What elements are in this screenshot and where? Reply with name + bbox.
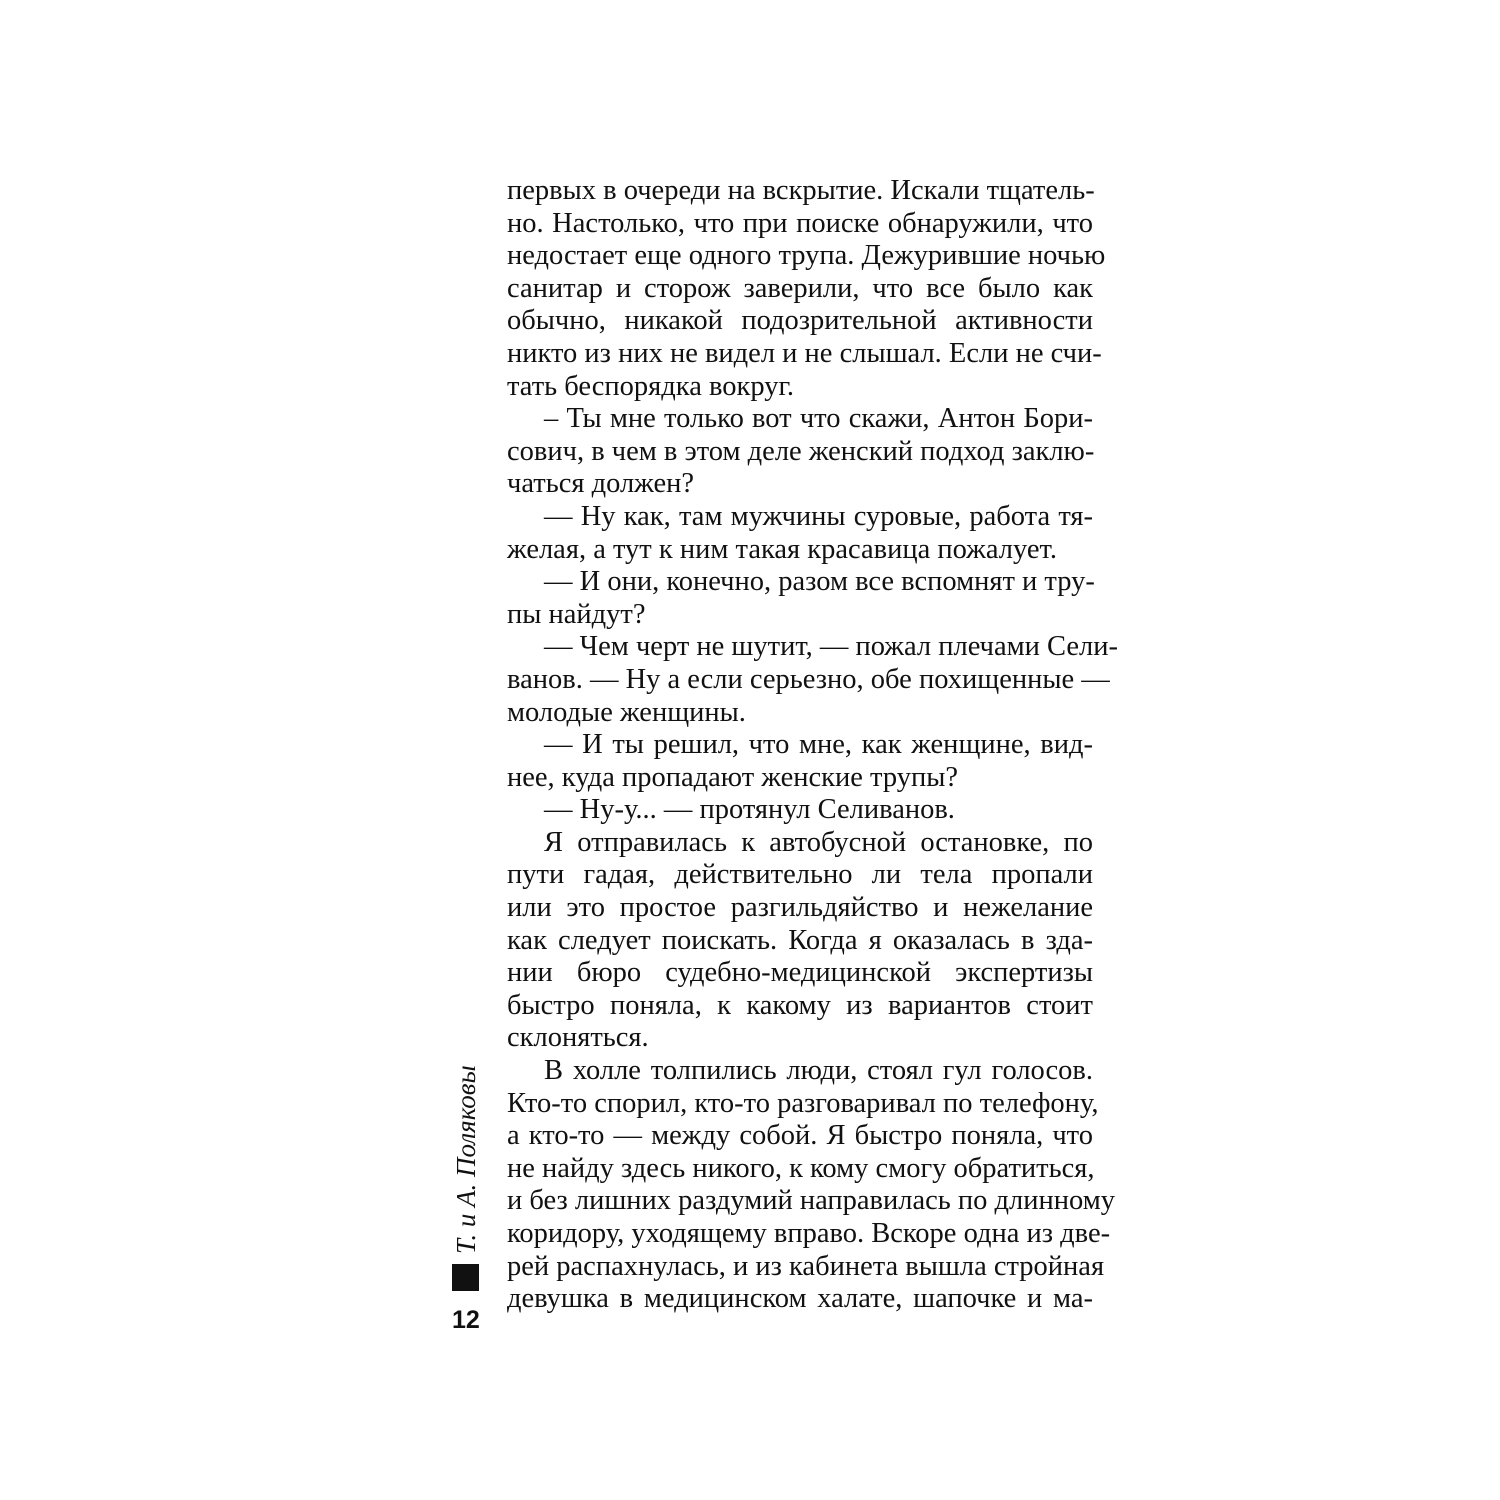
- text-line: – Ты мне только вот что скажи, Антон Бори-: [544, 403, 1093, 435]
- text-line: Кто-то спорил, кто-то разговаривал по телефону,: [507, 1087, 1099, 1119]
- page-number: 12: [452, 1306, 480, 1334]
- text-line: желая, а тут к ним такая красавица пожалует.: [507, 533, 1057, 565]
- text-line: обычно, никакой подозрительной активности: [507, 305, 1093, 337]
- text-line: молодые женщины.: [507, 696, 746, 728]
- text-line: рей распахнулась, и из кабинета вышла стройная: [507, 1250, 1105, 1282]
- text-line: пути гадая, действительно ли тела пропали: [507, 859, 1093, 891]
- text-line: нии бюро судебно-медицинской экспертизы: [507, 957, 1093, 989]
- text-line: и без лишних раздумий направилась по длинному: [507, 1185, 1115, 1217]
- text-line: В холле толпились люди, стоял гул голосов.: [544, 1055, 1093, 1087]
- body-text: [507, 175, 1119, 1316]
- text-line: — Чем черт не шутит, — пожал плечами Сели-: [544, 631, 1119, 663]
- text-line: девушка в медицинском халате, шапочке и ма-: [507, 1283, 1093, 1315]
- text-line: или это простое разгильдяйство и нежелание: [507, 892, 1093, 924]
- text-line: быстро поняла, к какому из вариантов стоит: [507, 989, 1093, 1021]
- text-line: нее, куда пропадают женские трупы?: [507, 761, 958, 793]
- text-line: но. Настолько, что при поиске обнаружили, что: [507, 207, 1093, 239]
- text-line: — И ты решил, что мне, как женщине, вид-: [544, 729, 1093, 761]
- text-line: пы найдут?: [507, 598, 646, 630]
- text-line: не найду здесь никого, к кому смогу обратиться,: [507, 1152, 1095, 1184]
- text-line: а кто-то — между собой. Я быстро поняла, что: [507, 1120, 1093, 1152]
- text-line: Я отправилась к автобусной остановке, по: [544, 826, 1093, 858]
- text-line: ванов. — Ну а если серьезно, обе похищенные —: [507, 663, 1110, 695]
- text-line: тать беспорядка вокруг.: [507, 370, 795, 402]
- text-line: коридору, уходящему вправо. Вскоре одна из две-: [507, 1218, 1111, 1249]
- text-line: — Ну как, там мужчины суровые, работа тя-: [544, 500, 1093, 532]
- text-line: склоняться.: [507, 1022, 649, 1054]
- text-line: — И они, конечно, разом все вспомнят и тру-: [544, 566, 1095, 598]
- text-line: чаться должен?: [507, 468, 695, 500]
- text-line: — Ну-у... — протянул Селиванов.: [544, 794, 955, 826]
- text-line: первых в очереди на вскрытие. Искали тщатель-: [507, 175, 1095, 206]
- text-line: санитар и сторож заверили, что все было как: [507, 272, 1093, 304]
- running-head-author: Т. и А. Поляковы: [451, 1065, 481, 1254]
- text-line: недостает еще одного трупа. Дежурившие ночью: [507, 240, 1106, 272]
- text-line: как следует поискать. Когда я оказалась в зда-: [507, 924, 1093, 956]
- black-square-marker: [452, 1264, 479, 1291]
- text-line: сович, в чем в этом деле женский подход заклю-: [507, 435, 1095, 467]
- text-line: никто из них не видел и не слышал. Если не счи-: [507, 337, 1102, 369]
